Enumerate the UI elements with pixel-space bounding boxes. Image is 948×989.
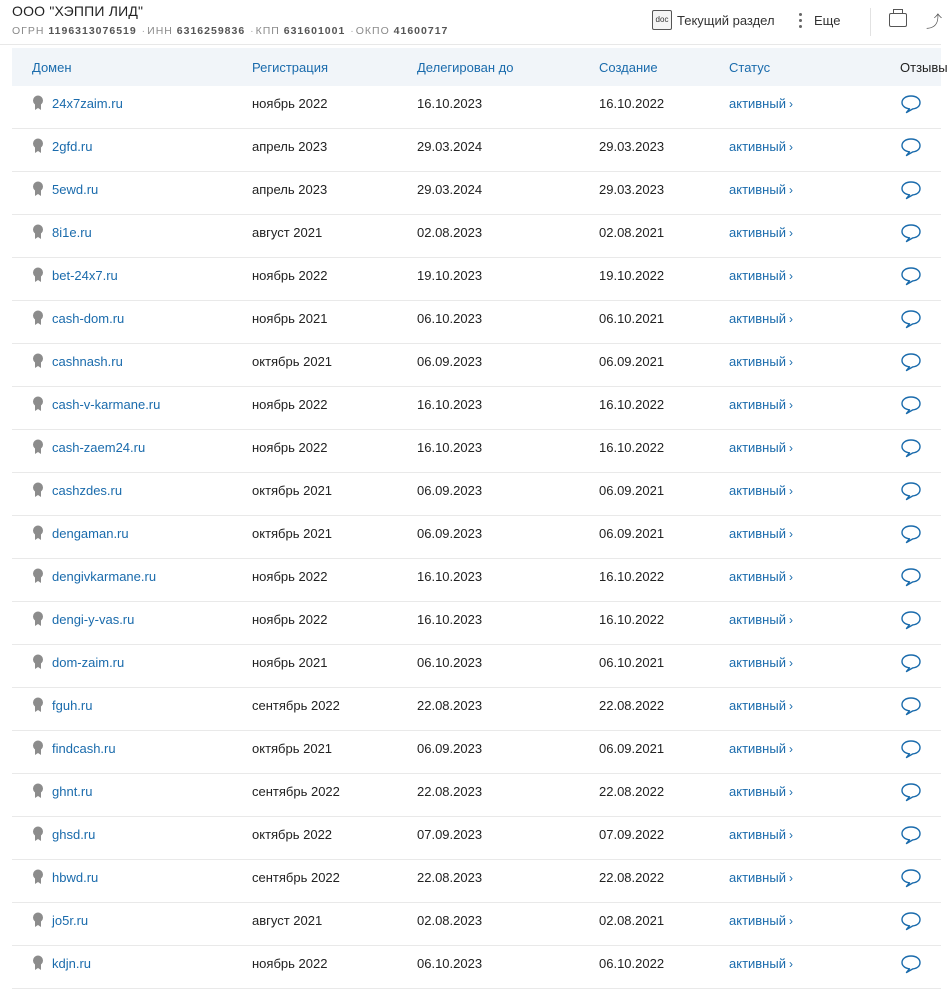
- certificate-badge-icon: [32, 310, 44, 326]
- status-label: активный: [729, 483, 786, 498]
- status-link[interactable]: [729, 225, 793, 240]
- separator-dot: ·: [141, 25, 147, 37]
- review-comment-icon[interactable]: [900, 309, 922, 329]
- domains-table-body: [0, 86, 941, 989]
- certificate-badge-icon: [32, 353, 44, 369]
- created-date: 02.08.2021: [599, 225, 665, 240]
- status-link[interactable]: [729, 268, 793, 283]
- review-comment-icon[interactable]: [900, 137, 922, 157]
- delegated-until-date: 02.08.2023: [417, 225, 483, 240]
- domain-link[interactable]: cash-v-karmane.ru: [52, 397, 161, 412]
- review-comment-icon[interactable]: [900, 481, 922, 501]
- delegated-until-date: 16.10.2023: [417, 440, 483, 455]
- status-link[interactable]: [729, 655, 793, 670]
- status-link[interactable]: [729, 440, 793, 455]
- certificate-badge-icon: [32, 525, 44, 541]
- created-date: 16.10.2022: [599, 612, 665, 627]
- status-link[interactable]: [729, 612, 793, 627]
- table-row: [12, 430, 941, 473]
- status-label: активный: [729, 354, 786, 369]
- registration-date: ноябрь 2022: [252, 440, 328, 455]
- current-section-label: Текущий раздел: [677, 12, 775, 28]
- status-link[interactable]: [729, 870, 793, 885]
- review-comment-icon[interactable]: [900, 911, 922, 931]
- delegated-until-date: 07.09.2023: [417, 827, 483, 842]
- status-link[interactable]: [729, 956, 793, 971]
- chevron-right-icon: ›: [788, 742, 793, 756]
- review-comment-icon[interactable]: [900, 352, 922, 372]
- table-row: [12, 258, 941, 301]
- delegated-until-date: 29.03.2024: [417, 139, 483, 154]
- registration-date: ноябрь 2021: [252, 311, 328, 326]
- review-comment-icon[interactable]: [900, 567, 922, 587]
- domain-link[interactable]: cashnash.ru: [52, 354, 123, 369]
- chevron-right-icon: ›: [788, 183, 793, 197]
- table-row: [12, 129, 941, 172]
- delegated-until-date: 22.08.2023: [417, 698, 483, 713]
- certificate-badge-icon: [32, 568, 44, 584]
- status-link[interactable]: [729, 96, 793, 111]
- chevron-right-icon: ›: [788, 226, 793, 240]
- created-date: 22.08.2022: [599, 784, 665, 799]
- chevron-right-icon: ›: [788, 527, 793, 541]
- certificate-badge-icon: [32, 869, 44, 885]
- review-comment-icon[interactable]: [900, 653, 922, 673]
- certificate-badge-icon: [32, 138, 44, 154]
- chevron-right-icon: ›: [788, 269, 793, 283]
- domain-link[interactable]: dengaman.ru: [52, 526, 129, 541]
- table-row: [12, 645, 941, 688]
- registration-date: ноябрь 2022: [252, 397, 328, 412]
- status-label: активный: [729, 96, 786, 111]
- registration-date: октябрь 2021: [252, 741, 333, 756]
- status-link[interactable]: [729, 827, 793, 842]
- table-row: [12, 215, 941, 258]
- current-section-button[interactable]: [652, 0, 775, 40]
- delegated-until-date: 02.08.2023: [417, 913, 483, 928]
- review-comment-icon[interactable]: [900, 180, 922, 200]
- registration-date: ноябрь 2021: [252, 655, 328, 670]
- status-link[interactable]: [729, 182, 793, 197]
- registration-date: сентябрь 2022: [252, 698, 340, 713]
- more-label: Еще: [814, 12, 841, 28]
- inn-value: 6316259836: [176, 25, 246, 37]
- chevron-right-icon: ›: [788, 140, 793, 154]
- domain-link[interactable]: dengivkarmane.ru: [52, 569, 157, 584]
- created-date: 16.10.2022: [599, 569, 665, 584]
- chevron-right-icon: ›: [788, 785, 793, 799]
- review-comment-icon[interactable]: [900, 223, 922, 243]
- column-header-reviews: Отзывы: [900, 60, 948, 75]
- column-header-status[interactable]: Статус: [729, 60, 771, 75]
- chevron-right-icon: ›: [788, 914, 793, 928]
- certificate-badge-icon: [32, 439, 44, 455]
- doc-icon: doc: [652, 10, 672, 30]
- registration-date: ноябрь 2022: [252, 612, 328, 627]
- table-row: [12, 473, 941, 516]
- table-row: [12, 688, 941, 731]
- status-link[interactable]: [729, 139, 793, 154]
- certificate-badge-icon: [32, 912, 44, 928]
- domain-link[interactable]: cashzdes.ru: [52, 483, 123, 498]
- domain-link[interactable]: 8i1e.ru: [52, 225, 92, 240]
- chevron-right-icon: ›: [788, 484, 793, 498]
- domain-link[interactable]: dengi-y-vas.ru: [52, 612, 135, 627]
- status-link[interactable]: [729, 526, 793, 541]
- kpp-label: КПП: [255, 25, 280, 37]
- chevron-right-icon: ›: [788, 699, 793, 713]
- review-comment-icon[interactable]: [900, 868, 922, 888]
- status-label: активный: [729, 956, 786, 971]
- table-row: [12, 731, 941, 774]
- status-label: активный: [729, 827, 786, 842]
- status-link[interactable]: [729, 311, 793, 326]
- domain-link[interactable]: 24x7zaim.ru: [52, 96, 123, 111]
- domain-link[interactable]: cash-zaem24.ru: [52, 440, 146, 455]
- registration-date: сентябрь 2022: [252, 784, 340, 799]
- table-row: [12, 344, 941, 387]
- share-icon: ⤴: [926, 13, 943, 31]
- status-link[interactable]: [729, 784, 793, 799]
- column-header-domain[interactable]: Домен: [32, 60, 72, 75]
- created-date: 22.08.2022: [599, 870, 665, 885]
- created-date: 16.10.2022: [599, 440, 665, 455]
- certificate-badge-icon: [32, 267, 44, 283]
- certificate-badge-icon: [32, 95, 44, 111]
- registration-date: октябрь 2021: [252, 526, 333, 541]
- domain-link[interactable]: ghsd.ru: [52, 827, 96, 842]
- delegated-until-date: 16.10.2023: [417, 569, 483, 584]
- status-label: активный: [729, 268, 786, 283]
- table-row: [12, 387, 941, 430]
- column-header-created[interactable]: Создание: [599, 60, 658, 75]
- company-name: ООО "ХЭППИ ЛИД": [12, 3, 144, 19]
- ogrn-value: 1196313076519: [48, 25, 137, 37]
- registration-date: октябрь 2021: [252, 483, 333, 498]
- status-label: активный: [729, 741, 786, 756]
- status-link[interactable]: [729, 354, 793, 369]
- status-label: активный: [729, 526, 786, 541]
- registration-date: октябрь 2021: [252, 354, 333, 369]
- certificate-badge-icon: [32, 654, 44, 670]
- chevron-right-icon: ›: [788, 613, 793, 627]
- status-label: активный: [729, 225, 786, 240]
- delegated-until-date: 29.03.2024: [417, 182, 483, 197]
- registration-date: апрель 2023: [252, 182, 328, 197]
- registration-date: август 2021: [252, 913, 323, 928]
- status-label: активный: [729, 655, 786, 670]
- chevron-right-icon: ›: [788, 312, 793, 326]
- status-label: активный: [729, 870, 786, 885]
- status-link[interactable]: [729, 741, 793, 756]
- status-link[interactable]: [729, 698, 793, 713]
- certificate-badge-icon: [32, 740, 44, 756]
- registration-date: ноябрь 2022: [252, 268, 328, 283]
- created-date: 06.10.2022: [599, 956, 665, 971]
- chevron-right-icon: ›: [788, 441, 793, 455]
- created-date: 29.03.2023: [599, 139, 665, 154]
- domain-link[interactable]: kdjn.ru: [52, 956, 92, 971]
- certificate-badge-icon: [32, 697, 44, 713]
- delegated-until-date: 16.10.2023: [417, 397, 483, 412]
- delegated-until-date: 16.10.2023: [417, 612, 483, 627]
- status-label: активный: [729, 913, 786, 928]
- created-date: 07.09.2022: [599, 827, 665, 842]
- created-date: 16.10.2022: [599, 96, 665, 111]
- certificate-badge-icon: [32, 482, 44, 498]
- status-label: активный: [729, 698, 786, 713]
- domain-link[interactable]: 2gfd.ru: [52, 139, 93, 154]
- created-date: 19.10.2022: [599, 268, 665, 283]
- registration-date: сентябрь 2022: [252, 870, 340, 885]
- share-button[interactable]: [926, 0, 942, 40]
- review-comment-icon[interactable]: [900, 438, 922, 458]
- separator-dot: ·: [350, 25, 355, 37]
- registration-date: апрель 2023: [252, 139, 328, 154]
- table-row: [12, 602, 941, 645]
- print-button[interactable]: [889, 0, 907, 40]
- registration-date: ноябрь 2022: [252, 96, 328, 111]
- registration-date: август 2021: [252, 225, 323, 240]
- created-date: 06.10.2021: [599, 655, 665, 670]
- ogrn-label: ОГРН: [12, 25, 45, 37]
- delegated-until-date: 22.08.2023: [417, 870, 483, 885]
- delegated-until-date: 22.08.2023: [417, 784, 483, 799]
- status-label: активный: [729, 612, 786, 627]
- toolbar-divider: [870, 8, 871, 36]
- table-row: [12, 172, 941, 215]
- delegated-until-date: 06.09.2023: [417, 483, 483, 498]
- review-comment-icon[interactable]: [900, 825, 922, 845]
- table-row: [12, 817, 941, 860]
- domain-link[interactable]: cash-dom.ru: [52, 311, 125, 326]
- certificate-badge-icon: [32, 224, 44, 240]
- status-label: активный: [729, 397, 786, 412]
- chevron-right-icon: ›: [788, 656, 793, 670]
- table-row: [12, 301, 941, 344]
- table-row: [12, 774, 941, 817]
- table-row: [12, 946, 941, 989]
- okpo-label: ОКПО: [355, 25, 390, 37]
- created-date: 06.09.2021: [599, 741, 665, 756]
- column-header-delegated[interactable]: Делегирован до: [417, 60, 514, 75]
- chevron-right-icon: ›: [788, 355, 793, 369]
- created-date: 02.08.2021: [599, 913, 665, 928]
- inn-label: ИНН: [147, 25, 173, 37]
- table-header: [12, 48, 948, 86]
- created-date: 22.08.2022: [599, 698, 665, 713]
- company-header: [0, 0, 941, 44]
- status-label: активный: [729, 784, 786, 799]
- certificate-badge-icon: [32, 826, 44, 842]
- company-requisites: [12, 25, 448, 37]
- domain-link[interactable]: ghnt.ru: [52, 784, 93, 799]
- domain-link[interactable]: 5ewd.ru: [52, 182, 99, 197]
- review-comment-icon[interactable]: [900, 954, 922, 974]
- table-row: [12, 559, 941, 602]
- created-date: 16.10.2022: [599, 397, 665, 412]
- domain-link[interactable]: dom-zaim.ru: [52, 655, 125, 670]
- status-link[interactable]: [729, 569, 793, 584]
- review-comment-icon[interactable]: [900, 782, 922, 802]
- status-label: активный: [729, 569, 786, 584]
- okpo-value: 41600717: [393, 25, 449, 37]
- more-dots-icon: [799, 13, 802, 28]
- registration-date: ноябрь 2022: [252, 956, 328, 971]
- domain-link[interactable]: hbwd.ru: [52, 870, 99, 885]
- created-date: 06.09.2021: [599, 483, 665, 498]
- table-row: [12, 860, 941, 903]
- table-row: [12, 903, 941, 946]
- delegated-until-date: 06.10.2023: [417, 655, 483, 670]
- domain-link[interactable]: findcash.ru: [52, 741, 116, 756]
- review-comment-icon[interactable]: [900, 395, 922, 415]
- delegated-until-date: 19.10.2023: [417, 268, 483, 283]
- chevron-right-icon: ›: [788, 570, 793, 584]
- status-link[interactable]: [729, 397, 793, 412]
- registration-date: октябрь 2022: [252, 827, 333, 842]
- status-label: активный: [729, 311, 786, 326]
- delegated-until-date: 16.10.2023: [417, 96, 483, 111]
- chevron-right-icon: ›: [788, 398, 793, 412]
- certificate-badge-icon: [32, 181, 44, 197]
- created-date: 29.03.2023: [599, 182, 665, 197]
- chevron-right-icon: ›: [788, 97, 793, 111]
- certificate-badge-icon: [32, 783, 44, 799]
- review-comment-icon[interactable]: [900, 610, 922, 630]
- delegated-until-date: 06.09.2023: [417, 741, 483, 756]
- table-row: [12, 86, 941, 129]
- domain-link[interactable]: bet-24x7.ru: [52, 268, 118, 283]
- certificate-badge-icon: [32, 955, 44, 971]
- chevron-right-icon: ›: [788, 871, 793, 885]
- domain-link[interactable]: jo5r.ru: [52, 913, 89, 928]
- review-comment-icon[interactable]: [900, 94, 922, 114]
- certificate-badge-icon: [32, 396, 44, 412]
- delegated-until-date: 06.10.2023: [417, 956, 483, 971]
- review-comment-icon[interactable]: [900, 266, 922, 286]
- review-comment-icon[interactable]: [900, 524, 922, 544]
- created-date: 06.10.2021: [599, 311, 665, 326]
- registration-date: ноябрь 2022: [252, 569, 328, 584]
- status-label: активный: [729, 440, 786, 455]
- created-date: 06.09.2021: [599, 526, 665, 541]
- column-header-registration[interactable]: Регистрация: [252, 60, 328, 75]
- status-link[interactable]: [729, 913, 793, 928]
- print-icon: [889, 13, 907, 27]
- status-label: активный: [729, 139, 786, 154]
- delegated-until-date: 06.09.2023: [417, 526, 483, 541]
- delegated-until-date: 06.09.2023: [417, 354, 483, 369]
- review-comment-icon[interactable]: [900, 696, 922, 716]
- chevron-right-icon: ›: [788, 828, 793, 842]
- created-date: 06.09.2021: [599, 354, 665, 369]
- status-label: активный: [729, 182, 786, 197]
- review-comment-icon[interactable]: [900, 739, 922, 759]
- certificate-badge-icon: [32, 611, 44, 627]
- status-link[interactable]: [729, 483, 793, 498]
- more-button[interactable]: [799, 0, 840, 40]
- separator-dot: ·: [250, 25, 255, 37]
- kpp-value: 631601001: [283, 25, 346, 37]
- table-row: [12, 516, 941, 559]
- chevron-right-icon: ›: [788, 957, 793, 971]
- header-separator: [0, 44, 941, 45]
- delegated-until-date: 06.10.2023: [417, 311, 483, 326]
- domain-link[interactable]: fguh.ru: [52, 698, 93, 713]
